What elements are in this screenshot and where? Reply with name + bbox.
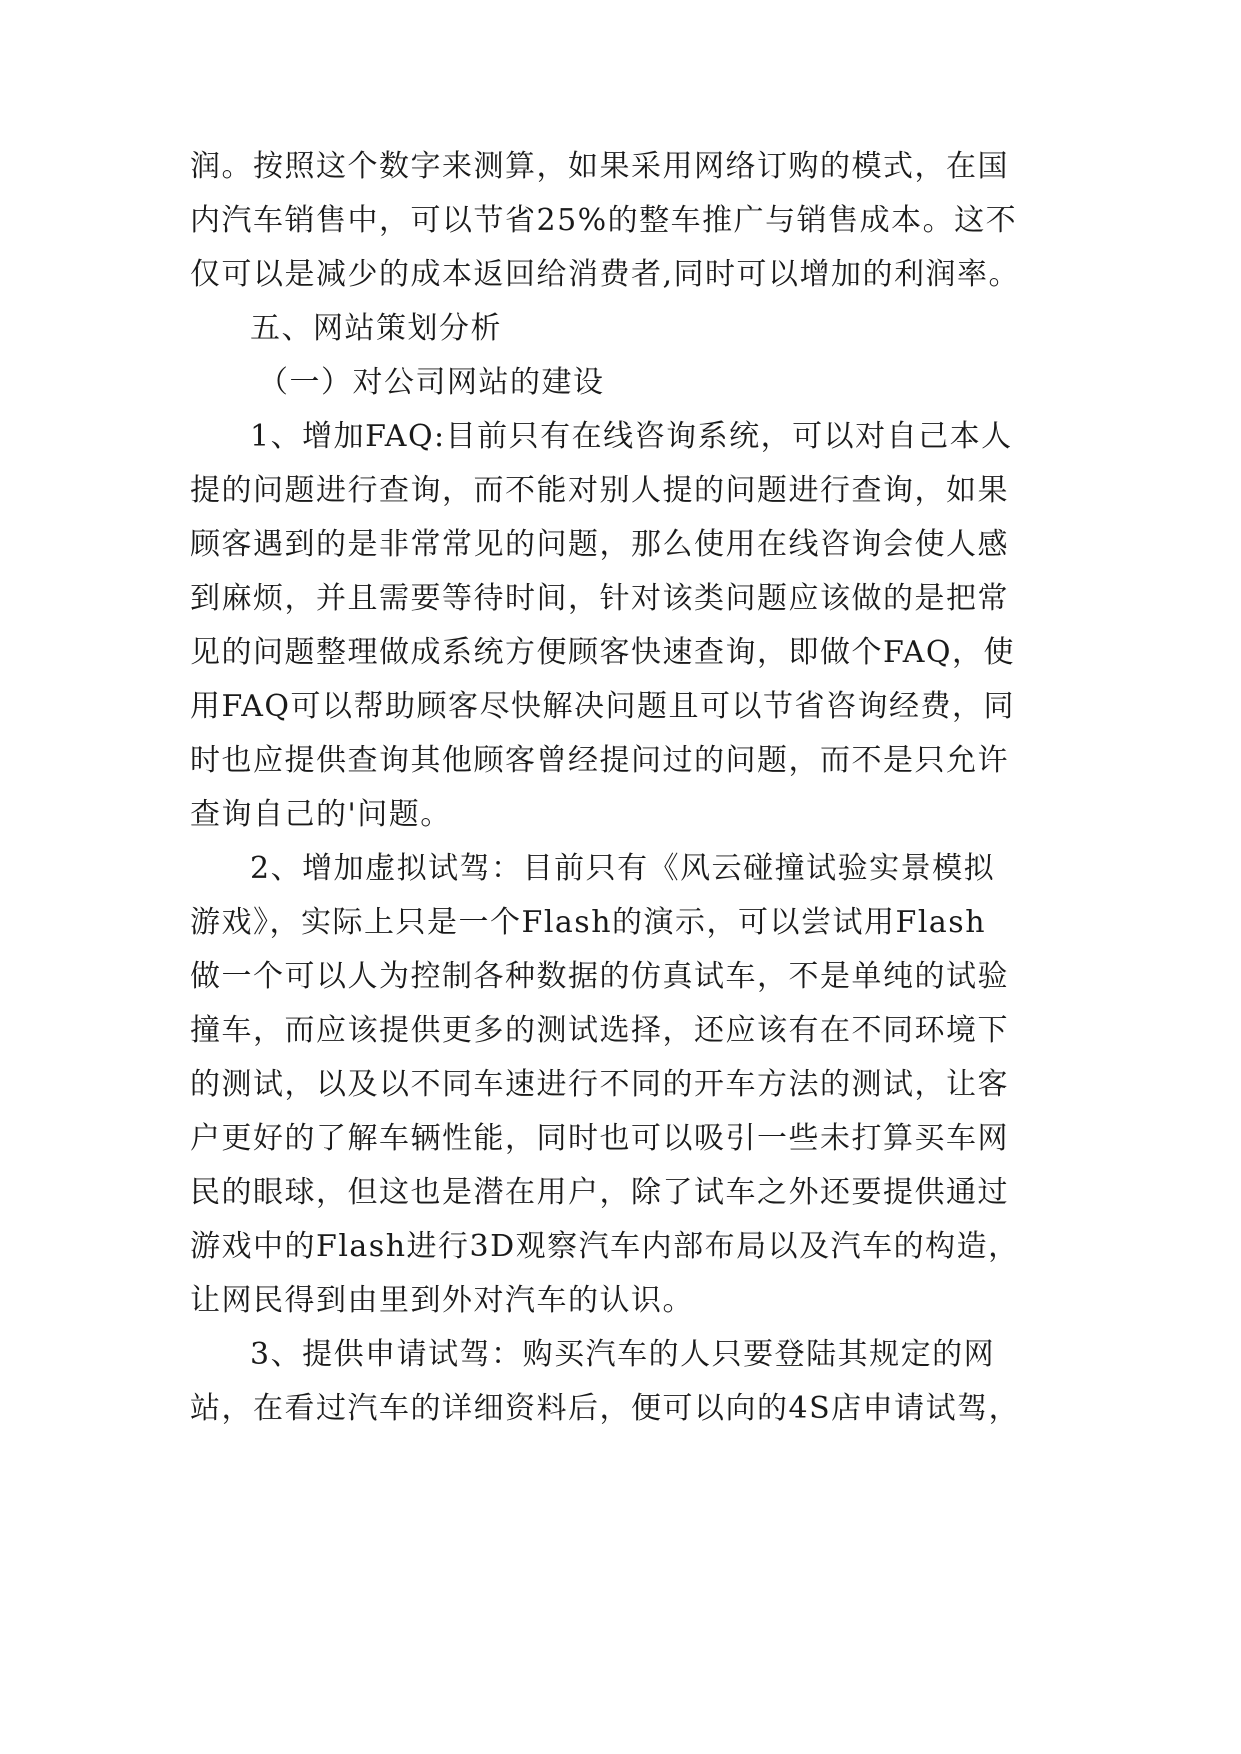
subsection-heading: （一）对公司网站的建设 (258, 365, 605, 400)
paragraph-line: 游戏中的Flash进行3D观察汽车内部布局以及汽车的构造， (190, 1229, 1020, 1264)
section-heading: 五、网站策划分析 (250, 311, 502, 346)
paragraph-line: 润。按照这个数字来测算，如果采用网络订购的模式，在国 (190, 149, 1009, 184)
paragraph-line: 撞车，而应该提供更多的测试选择，还应该有在不同环境下 (190, 1013, 1009, 1048)
paragraph-line: 1、增加FAQ:目前只有在线咨询系统，可以对自己本人 (250, 419, 1013, 454)
paragraph-line: 站，在看过汽车的详细资料后，便可以向的4S店申请试驾， (190, 1391, 1021, 1426)
paragraph-line: 3、提供申请试驾：购买汽车的人只要登陆其规定的网 (250, 1337, 996, 1372)
paragraph-line: 用FAQ可以帮助顾客尽快解决问题且可以节省咨询经费，同 (190, 689, 1015, 724)
paragraph-line: 仅可以是减少的成本返回给消费者,同时可以增加的利润率。 (190, 257, 1021, 292)
paragraph-line: 让网民得到由里到外对汽车的认识。 (190, 1283, 694, 1318)
paragraph-line: 时也应提供查询其他顾客曾经提问过的问题，而不是只允许 (190, 743, 1009, 778)
paragraph-line: 到麻烦，并且需要等待时间，针对该类问题应该做的是把常 (190, 581, 1009, 616)
paragraph-line: 户更好的了解车辆性能，同时也可以吸引一些未打算买车网 (190, 1121, 1009, 1156)
paragraph-line: 2、增加虚拟试驾：目前只有《风云碰撞试验实景模拟 (250, 851, 996, 886)
paragraph-line: 顾客遇到的是非常常见的问题，那么使用在线咨询会使人感 (190, 527, 1009, 562)
paragraph-line: 民的眼球，但这也是潜在用户，除了试车之外还要提供通过 (190, 1175, 1009, 1210)
paragraph-line: 游戏》，实际上只是一个Flash的演示，可以尝试用Flash (190, 905, 987, 940)
paragraph-line: 做一个可以人为控制各种数据的仿真试车，不是单纯的试验 (190, 959, 1009, 994)
paragraph-line: 提的问题进行查询，而不能对别人提的问题进行查询，如果 (190, 473, 1009, 508)
paragraph-line: 的测试，以及以不同车速进行不同的开车方法的测试，让客 (190, 1067, 1009, 1102)
paragraph-line: 内汽车销售中，可以节省25%的整车推广与销售成本。这不 (190, 203, 1018, 238)
paragraph-line: 见的问题整理做成系统方便顾客快速查询，即做个FAQ，使 (190, 635, 1015, 670)
paragraph-line: 查询自己的'问题。 (190, 797, 452, 832)
